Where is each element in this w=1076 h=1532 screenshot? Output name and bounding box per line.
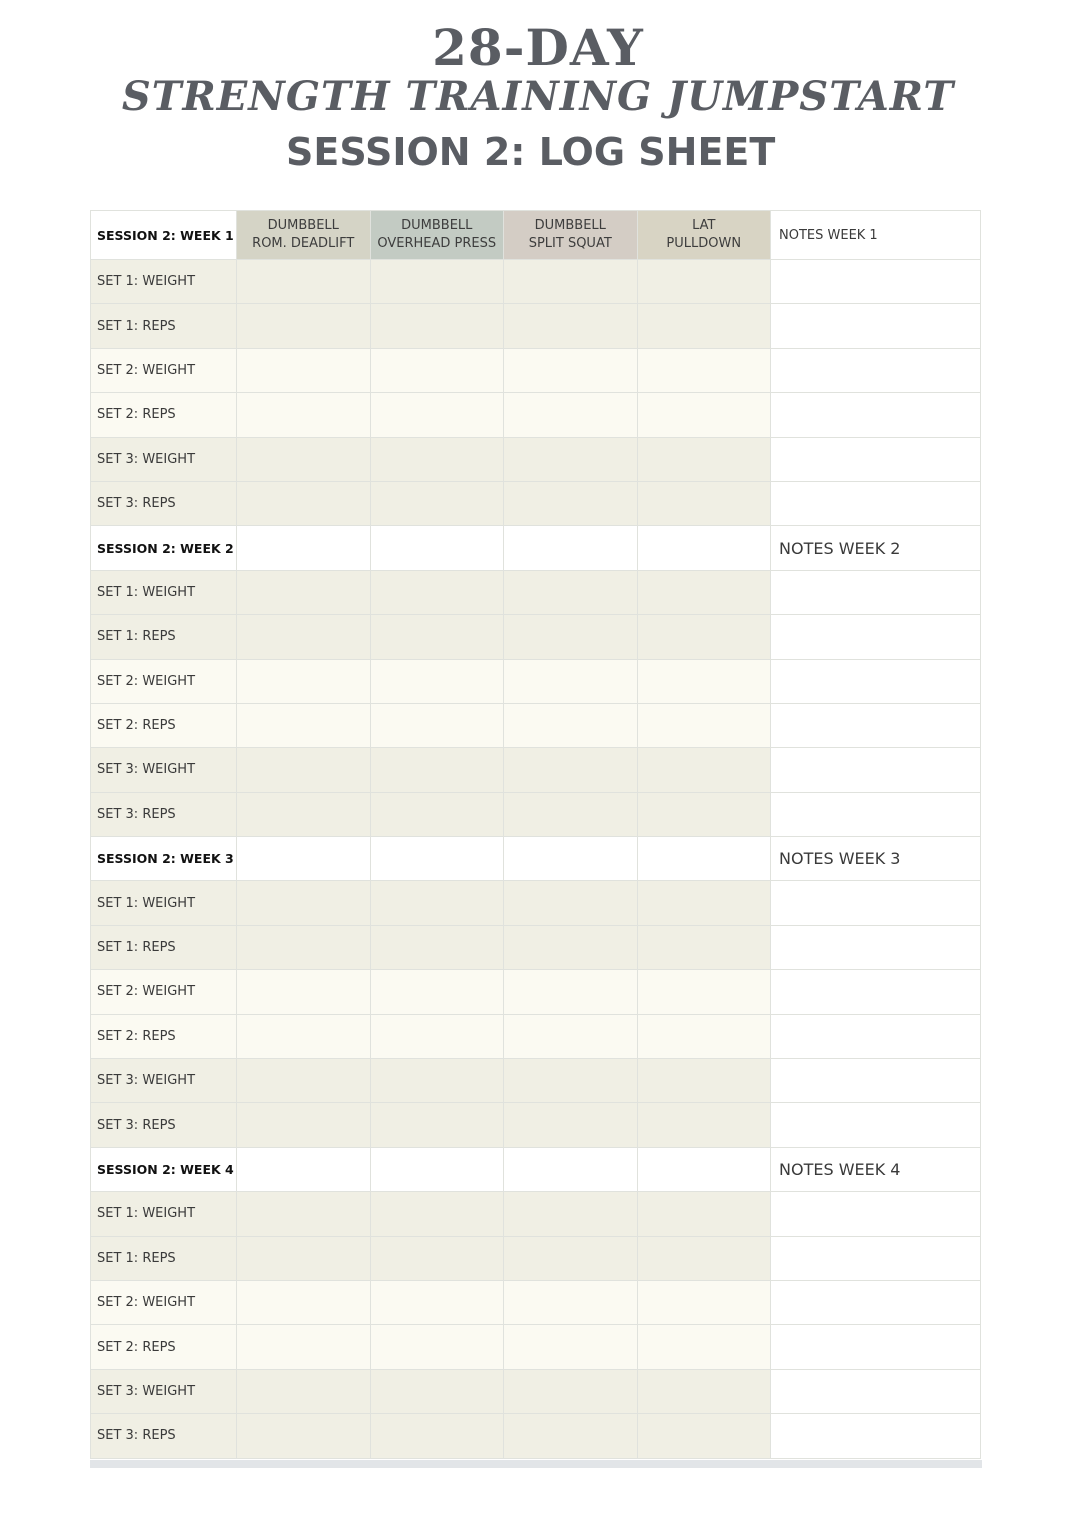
entry-cell[interactable]	[237, 1192, 371, 1236]
exercise-header-line1: DUMBBELL	[401, 218, 473, 233]
entry-cell[interactable]	[237, 881, 371, 925]
week-header-blank-cell	[237, 1147, 371, 1191]
set-row	[91, 1325, 981, 1369]
week-header-row	[91, 837, 981, 881]
entry-cell[interactable]	[504, 925, 638, 969]
notes-cell[interactable]	[771, 437, 981, 481]
entry-cell[interactable]	[370, 1280, 504, 1324]
entry-cell[interactable]	[637, 1369, 771, 1413]
entry-cell[interactable]	[370, 437, 504, 481]
week-header-blank-cell	[637, 837, 771, 881]
week-header-row	[91, 526, 981, 570]
entry-cell[interactable]	[370, 570, 504, 614]
set-row	[91, 393, 981, 437]
entry-cell[interactable]	[637, 1059, 771, 1103]
entry-cell[interactable]	[504, 348, 638, 392]
log-sheet	[90, 210, 982, 1459]
set-row	[91, 925, 981, 969]
entry-cell[interactable]	[370, 348, 504, 392]
notes-cell[interactable]	[771, 615, 981, 659]
entry-cell[interactable]	[370, 1014, 504, 1058]
set-row	[91, 348, 981, 392]
set-row	[91, 260, 981, 304]
set-label: SET 3: WEIGHT	[91, 437, 237, 481]
title-program: STRENGTH TRAINING JUMPSTART	[121, 73, 955, 120]
entry-cell[interactable]	[637, 1414, 771, 1458]
entry-cell[interactable]	[637, 481, 771, 525]
entry-cell[interactable]	[237, 970, 371, 1014]
exercise-header-line1: DUMBBELL	[267, 218, 339, 233]
entry-cell[interactable]	[637, 1280, 771, 1324]
notes-cell[interactable]	[771, 970, 981, 1014]
set-label: SET 1: WEIGHT	[91, 260, 237, 304]
entry-cell[interactable]	[504, 659, 638, 703]
set-label: SET 3: REPS	[91, 792, 237, 836]
exercise-header-line2: OVERHEAD PRESS	[377, 236, 497, 251]
entry-cell[interactable]	[237, 481, 371, 525]
entry-cell[interactable]	[237, 615, 371, 659]
week-label: SESSION 2: WEEK 2	[91, 526, 237, 570]
set-label: SET 1: WEIGHT	[91, 570, 237, 614]
notes-cell[interactable]	[771, 570, 981, 614]
notes-cell[interactable]	[771, 304, 981, 348]
title-days: 28-DAY	[432, 18, 644, 77]
entry-cell[interactable]	[370, 1414, 504, 1458]
entry-cell[interactable]	[504, 437, 638, 481]
entry-cell[interactable]	[637, 1325, 771, 1369]
set-row	[91, 703, 981, 747]
week-header-row	[91, 1147, 981, 1191]
set-row	[91, 1369, 981, 1413]
set-label: SET 1: REPS	[91, 925, 237, 969]
notes-cell[interactable]	[771, 1103, 981, 1147]
notes-cell[interactable]	[771, 659, 981, 703]
entry-cell[interactable]	[370, 481, 504, 525]
entry-cell[interactable]	[504, 393, 638, 437]
entry-cell[interactable]	[504, 748, 638, 792]
notes-cell[interactable]	[771, 925, 981, 969]
exercise-header-line1: LAT	[692, 218, 716, 233]
set-row	[91, 1059, 981, 1103]
entry-cell[interactable]	[370, 748, 504, 792]
week-header-row	[91, 211, 981, 260]
entry-cell[interactable]	[637, 437, 771, 481]
entry-cell[interactable]	[637, 748, 771, 792]
set-label: SET 1: REPS	[91, 615, 237, 659]
entry-cell[interactable]	[504, 1014, 638, 1058]
entry-cell[interactable]	[237, 1059, 371, 1103]
entry-cell[interactable]	[370, 304, 504, 348]
entry-cell[interactable]	[237, 1280, 371, 1324]
week-header-blank-cell	[237, 837, 371, 881]
set-label: SET 3: WEIGHT	[91, 748, 237, 792]
entry-cell[interactable]	[637, 659, 771, 703]
entry-cell[interactable]	[504, 1236, 638, 1280]
entry-cell[interactable]	[370, 1325, 504, 1369]
set-row	[91, 1014, 981, 1058]
title-block	[0, 0, 1076, 200]
notes-cell[interactable]	[771, 1369, 981, 1413]
notes-header: NOTES WEEK 1	[771, 211, 981, 260]
entry-cell[interactable]	[370, 1192, 504, 1236]
entry-cell[interactable]	[504, 1280, 638, 1324]
entry-cell[interactable]	[637, 570, 771, 614]
notes-header: NOTES WEEK 4	[771, 1147, 981, 1191]
entry-cell[interactable]	[504, 1325, 638, 1369]
exercise-header-line2: SPLIT SQUAT	[528, 236, 612, 251]
entry-cell[interactable]	[237, 703, 371, 747]
entry-cell[interactable]	[237, 304, 371, 348]
set-label: SET 3: WEIGHT	[91, 1369, 237, 1413]
entry-cell[interactable]	[504, 1192, 638, 1236]
entry-cell[interactable]	[637, 703, 771, 747]
week-header-blank-cell	[637, 1147, 771, 1191]
exercise-header-line1: DUMBBELL	[534, 218, 606, 233]
sheet-bottom-bar	[90, 1460, 982, 1468]
entry-cell[interactable]	[504, 481, 638, 525]
set-row	[91, 659, 981, 703]
entry-cell[interactable]	[370, 393, 504, 437]
entry-cell[interactable]	[637, 792, 771, 836]
set-row	[91, 1414, 981, 1458]
notes-cell[interactable]	[771, 703, 981, 747]
set-label: SET 2: WEIGHT	[91, 659, 237, 703]
entry-cell[interactable]	[504, 792, 638, 836]
exercise-header-lat-pulldown	[637, 211, 771, 260]
entry-cell[interactable]	[237, 393, 371, 437]
set-label: SET 3: WEIGHT	[91, 1059, 237, 1103]
notes-cell[interactable]	[771, 1014, 981, 1058]
notes-cell[interactable]	[771, 1192, 981, 1236]
entry-cell[interactable]	[637, 925, 771, 969]
notes-header: NOTES WEEK 3	[771, 837, 981, 881]
exercise-header-overhead-press	[370, 211, 504, 260]
notes-cell[interactable]	[771, 1059, 981, 1103]
entry-cell[interactable]	[237, 1103, 371, 1147]
exercise-header-line2: ROM. DEADLIFT	[252, 236, 355, 251]
entry-cell[interactable]	[237, 1414, 371, 1458]
set-label: SET 1: WEIGHT	[91, 881, 237, 925]
week-header-blank-cell	[370, 837, 504, 881]
notes-cell[interactable]	[771, 748, 981, 792]
set-label: SET 2: WEIGHT	[91, 1280, 237, 1324]
set-row	[91, 748, 981, 792]
notes-cell[interactable]	[771, 1236, 981, 1280]
entry-cell[interactable]	[370, 792, 504, 836]
entry-cell[interactable]	[370, 1369, 504, 1413]
exercise-header-deadlift	[237, 211, 371, 260]
entry-cell[interactable]	[370, 925, 504, 969]
entry-cell[interactable]	[504, 304, 638, 348]
entry-cell[interactable]	[237, 659, 371, 703]
entry-cell[interactable]	[504, 1414, 638, 1458]
set-label: SET 2: WEIGHT	[91, 970, 237, 1014]
set-row	[91, 481, 981, 525]
entry-cell[interactable]	[237, 748, 371, 792]
entry-cell[interactable]	[637, 260, 771, 304]
entry-cell[interactable]	[504, 970, 638, 1014]
week-header-blank-cell	[504, 837, 638, 881]
entry-cell[interactable]	[504, 1369, 638, 1413]
set-label: SET 2: REPS	[91, 393, 237, 437]
set-row	[91, 792, 981, 836]
notes-cell[interactable]	[771, 393, 981, 437]
notes-cell[interactable]	[771, 881, 981, 925]
entry-cell[interactable]	[237, 260, 371, 304]
entry-cell[interactable]	[370, 1236, 504, 1280]
week-header-blank-cell	[504, 526, 638, 570]
entry-cell[interactable]	[237, 925, 371, 969]
entry-cell[interactable]	[237, 1369, 371, 1413]
entry-cell[interactable]	[504, 1059, 638, 1103]
set-label: SET 2: REPS	[91, 1014, 237, 1058]
entry-cell[interactable]	[637, 881, 771, 925]
entry-cell[interactable]	[370, 1103, 504, 1147]
week-header-blank-cell	[637, 526, 771, 570]
entry-cell[interactable]	[637, 393, 771, 437]
notes-cell[interactable]	[771, 260, 981, 304]
entry-cell[interactable]	[370, 1059, 504, 1103]
set-label: SET 1: REPS	[91, 1236, 237, 1280]
set-row	[91, 970, 981, 1014]
entry-cell[interactable]	[504, 570, 638, 614]
entry-cell[interactable]	[370, 260, 504, 304]
set-row	[91, 615, 981, 659]
notes-header: NOTES WEEK 2	[771, 526, 981, 570]
week-label: SESSION 2: WEEK 4	[91, 1147, 237, 1191]
entry-cell[interactable]	[237, 1014, 371, 1058]
exercise-header-split-squat	[504, 211, 638, 260]
week-header-blank-cell	[237, 526, 371, 570]
notes-cell[interactable]	[771, 1325, 981, 1369]
entry-cell[interactable]	[504, 881, 638, 925]
notes-cell[interactable]	[771, 792, 981, 836]
set-label: SET 3: REPS	[91, 481, 237, 525]
set-row	[91, 1236, 981, 1280]
entry-cell[interactable]	[504, 615, 638, 659]
set-label: SET 2: WEIGHT	[91, 348, 237, 392]
set-row	[91, 1280, 981, 1324]
set-label: SET 2: REPS	[91, 703, 237, 747]
notes-cell[interactable]	[771, 1280, 981, 1324]
exercise-header-line2: PULLDOWN	[666, 236, 742, 251]
set-label: SET 3: REPS	[91, 1103, 237, 1147]
title-sheet: SESSION 2: LOG SHEET	[286, 130, 776, 174]
notes-cell[interactable]	[771, 481, 981, 525]
entry-cell[interactable]	[370, 970, 504, 1014]
week-label: SESSION 2: WEEK 1	[91, 211, 237, 260]
entry-cell[interactable]	[370, 615, 504, 659]
entry-cell[interactable]	[637, 304, 771, 348]
set-row	[91, 881, 981, 925]
set-row	[91, 570, 981, 614]
entry-cell[interactable]	[504, 260, 638, 304]
entry-cell[interactable]	[370, 659, 504, 703]
set-row	[91, 1103, 981, 1147]
entry-cell[interactable]	[637, 348, 771, 392]
set-row	[91, 437, 981, 481]
set-row	[91, 304, 981, 348]
log-table	[90, 210, 981, 1459]
entry-cell[interactable]	[504, 1103, 638, 1147]
set-label: SET 2: REPS	[91, 1325, 237, 1369]
entry-cell[interactable]	[237, 348, 371, 392]
week-header-blank-cell	[370, 1147, 504, 1191]
week-header-blank-cell	[504, 1147, 638, 1191]
entry-cell[interactable]	[237, 1236, 371, 1280]
entry-cell[interactable]	[237, 437, 371, 481]
entry-cell[interactable]	[237, 1325, 371, 1369]
entry-cell[interactable]	[637, 970, 771, 1014]
entry-cell[interactable]	[370, 881, 504, 925]
entry-cell[interactable]	[370, 703, 504, 747]
notes-cell[interactable]	[771, 1414, 981, 1458]
entry-cell[interactable]	[237, 570, 371, 614]
entry-cell[interactable]	[637, 1014, 771, 1058]
set-label: SET 1: REPS	[91, 304, 237, 348]
week-label: SESSION 2: WEEK 3	[91, 837, 237, 881]
entry-cell[interactable]	[637, 1103, 771, 1147]
set-row	[91, 1192, 981, 1236]
set-label: SET 3: REPS	[91, 1414, 237, 1458]
notes-cell[interactable]	[771, 348, 981, 392]
entry-cell[interactable]	[637, 1192, 771, 1236]
week-header-blank-cell	[370, 526, 504, 570]
entry-cell[interactable]	[637, 1236, 771, 1280]
set-label: SET 1: WEIGHT	[91, 1192, 237, 1236]
entry-cell[interactable]	[237, 792, 371, 836]
entry-cell[interactable]	[637, 615, 771, 659]
entry-cell[interactable]	[504, 703, 638, 747]
